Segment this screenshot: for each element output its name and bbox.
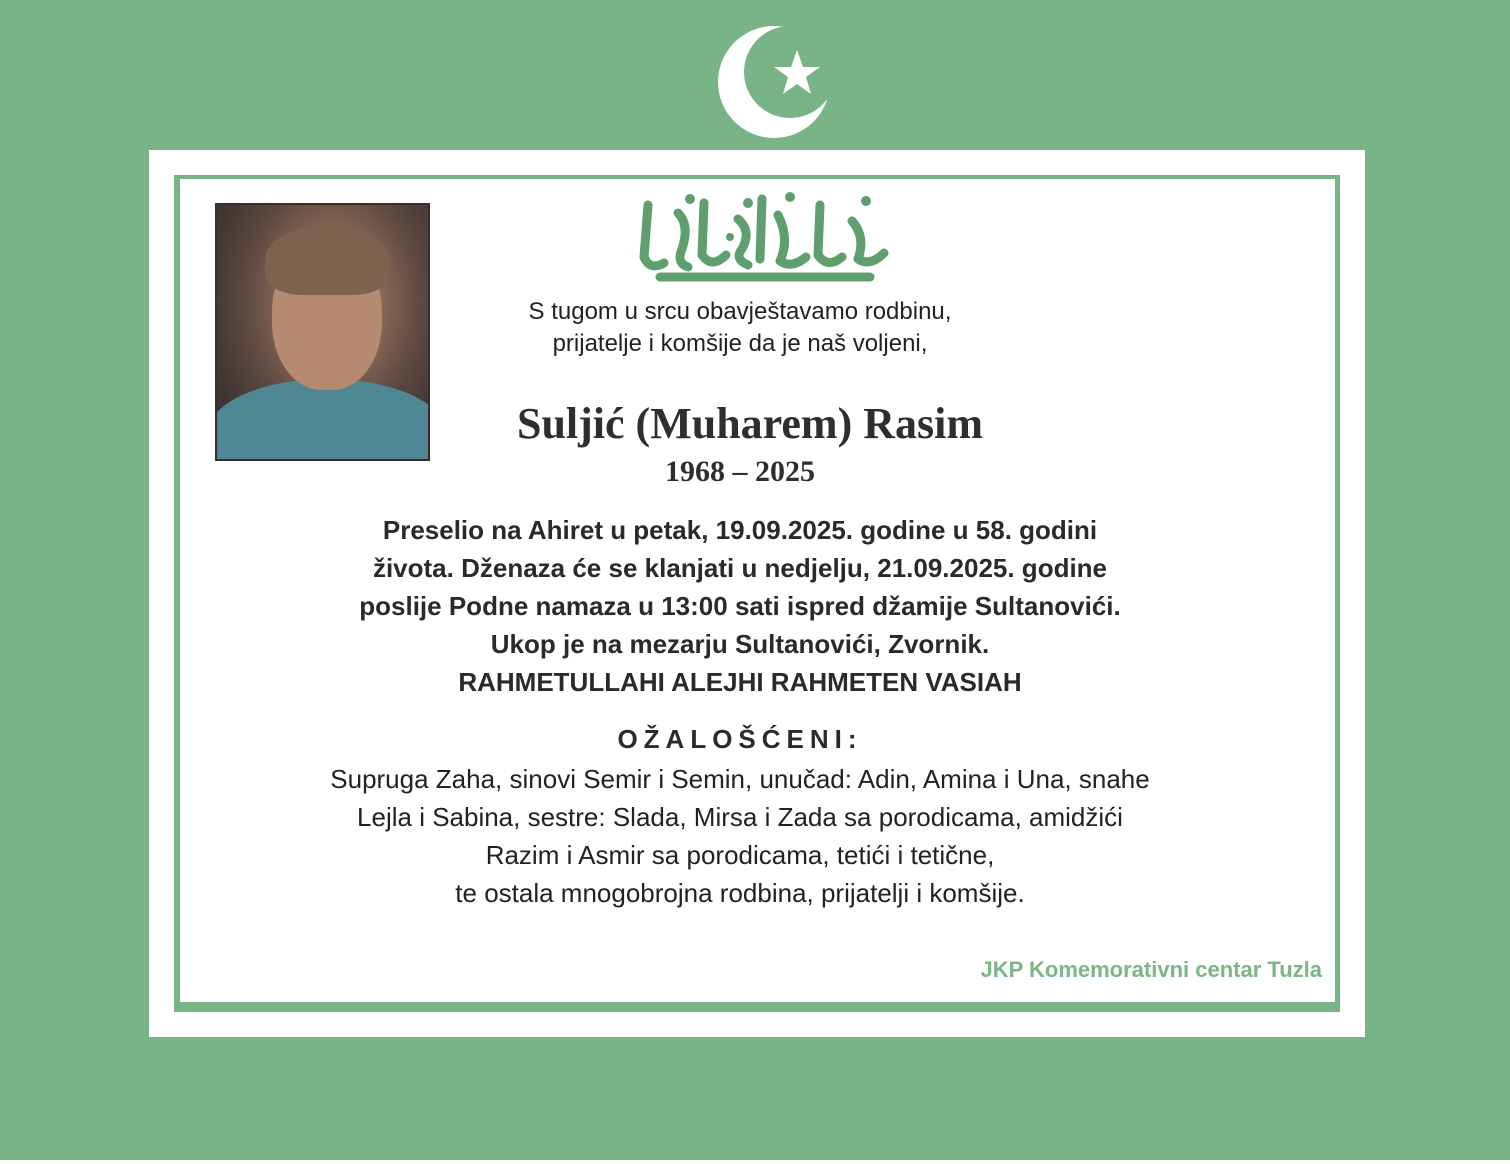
mourners-list <box>195 760 1285 912</box>
mourners-heading: OŽALOŠĆENI: <box>617 724 863 754</box>
photo-hair <box>265 225 390 295</box>
intro-line-2: prijatelje i komšije da je naš voljeni, <box>552 330 928 357</box>
mourners-line-4: te ostala mnogobrojna rodbina, prijatelji i komšije. <box>455 878 1025 908</box>
mourners-line-1: Supruga Zaha, sinovi Semir i Semin, unučad: Adin, Amina i Una, snahe <box>330 764 1150 794</box>
footer-organization: JKP Komemorativni centar Tuzla <box>980 957 1322 982</box>
announcement-text <box>195 511 1285 701</box>
announcement-line-4: Ukop je na mezarju Sultanovići, Zvornik. <box>490 629 990 659</box>
portrait-photo <box>215 203 430 461</box>
life-years: 1968 – 2025 <box>665 455 815 488</box>
announcement-line-1: Preselio na Ahiret u petak, 19.09.2025. godine u 58. godini <box>382 515 1098 545</box>
announcement-line-2: života. Dženaza će se klanjati u nedjelju, 21.09.2025. godine <box>372 553 1108 583</box>
announcement-line-5: RAHMETULLAHI ALEJHI RAHMETEN VASIAH <box>458 667 1022 697</box>
intro-line-1: S tugom u srcu obavještavamo rodbinu, <box>528 298 952 325</box>
photo-shirt <box>215 379 430 461</box>
mourners-line-2: Lejla i Sabina, sestre: Slada, Mirsa i Zada sa porodicama, amidžići <box>357 802 1123 832</box>
mourners-line-3: Razim i Asmir sa porodicama, tetići i tetične, <box>485 840 995 870</box>
intro-text <box>420 296 1060 360</box>
crescent-star-icon <box>712 20 842 140</box>
arabic-calligraphy-icon <box>630 185 900 285</box>
announcement-line-3: poslije Podne namaza u 13:00 sati ispred džamije Sultanovići. <box>359 591 1121 621</box>
deceased-name: Suljić (Muharem) Rasim <box>516 399 984 448</box>
